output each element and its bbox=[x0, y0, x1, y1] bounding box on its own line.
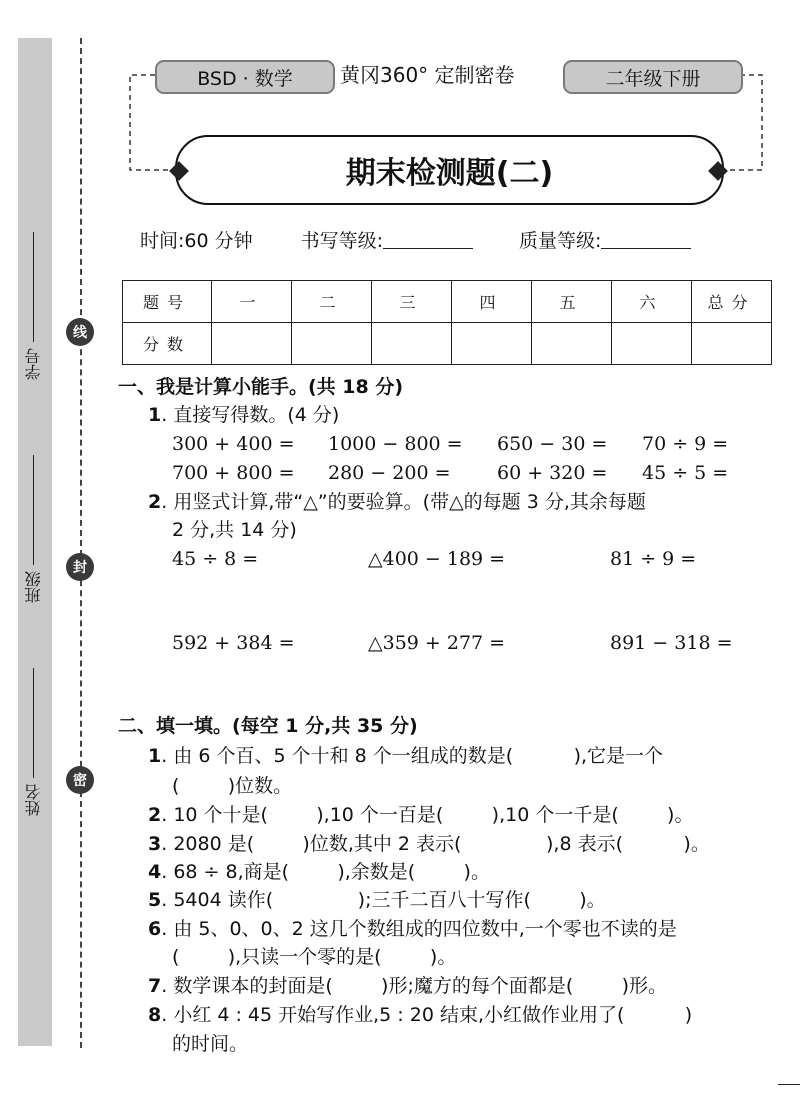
seal-feng: 封 bbox=[66, 553, 94, 581]
brand-name: 黄冈360° 定制密卷 bbox=[340, 63, 515, 87]
q1-1 bbox=[148, 406, 339, 425]
q2-6 bbox=[148, 920, 677, 939]
question-text: . 68 ÷ 8,商是( ),余数是( )。 bbox=[161, 861, 490, 883]
page-title: 期末检测题(二) bbox=[345, 156, 554, 191]
section-1-heading: 一、我是计算小能手。(共 18 分) bbox=[118, 376, 404, 398]
score-table-score-row bbox=[123, 323, 772, 365]
grade-tag: 二年级下册 bbox=[563, 60, 743, 94]
question-text: . 2080 是( )位数,其中 2 表示( ),8 表示( )。 bbox=[161, 833, 710, 855]
score-header-cell: 总分 bbox=[692, 281, 772, 323]
question-text: . 用竖式计算,带“△”的要验算。(带△的每题 3 分,其余每题 bbox=[161, 491, 646, 513]
question-text: . 由 6 个百、5 个十和 8 个一组成的数是( ),它是一个 bbox=[161, 745, 664, 767]
score-row-label: 分数 bbox=[123, 323, 212, 365]
question-number: 2 bbox=[148, 491, 162, 513]
calc-item: 60 + 320 = bbox=[497, 462, 608, 484]
calc-item: 45 ÷ 5 = bbox=[642, 462, 729, 484]
student-id-label: 学号 bbox=[24, 348, 43, 380]
q1-2-cont: 2 分,共 14 分) bbox=[172, 519, 297, 541]
score-cell[interactable] bbox=[292, 323, 372, 365]
score-cell[interactable] bbox=[372, 323, 452, 365]
question-number: 4 bbox=[148, 861, 162, 883]
score-header-cell: 六 bbox=[612, 281, 692, 323]
q2-5 bbox=[148, 891, 606, 910]
calc-item: 70 ÷ 9 = bbox=[642, 433, 729, 455]
score-cell[interactable] bbox=[452, 323, 532, 365]
class-field[interactable] bbox=[22, 455, 45, 603]
score-table-header-row bbox=[123, 281, 772, 323]
student-id-field[interactable] bbox=[22, 232, 45, 380]
question-text: . 5404 读作( );三千二百八十写作( )。 bbox=[161, 889, 606, 911]
q2-8-cont: 的时间。 bbox=[172, 1033, 249, 1055]
calc-item: 592 + 384 = bbox=[172, 632, 295, 654]
q2-1 bbox=[148, 747, 663, 766]
exam-info-row bbox=[140, 226, 691, 253]
writing-grade-blank[interactable] bbox=[383, 226, 473, 249]
calc-item: 650 − 30 = bbox=[497, 433, 608, 455]
section-2-heading: 二、填一填。(每空 1 分,共 35 分) bbox=[118, 715, 418, 737]
question-number: 1 bbox=[148, 404, 162, 426]
calc-item: △359 + 277 = bbox=[368, 632, 506, 654]
question-text: . 由 5、0、0、2 这几个数组成的四位数中,一个零也不读的是 bbox=[161, 918, 677, 940]
score-header-cell: 题号 bbox=[123, 281, 212, 323]
name-field[interactable] bbox=[22, 668, 45, 816]
calc-item: 891 − 318 = bbox=[610, 632, 733, 654]
score-table bbox=[122, 280, 772, 365]
time-limit: 时间:60 分钟 bbox=[140, 230, 253, 252]
question-text: . 10 个十是( ),10 个一百是( ),10 个一千是( )。 bbox=[161, 804, 694, 826]
score-header-cell: 五 bbox=[532, 281, 612, 323]
q2-2 bbox=[148, 806, 693, 825]
score-cell[interactable] bbox=[212, 323, 292, 365]
quality-grade-blank[interactable] bbox=[601, 226, 691, 249]
calc-item: 300 + 400 = bbox=[172, 433, 295, 455]
writing-grade-label: 书写等级: bbox=[300, 230, 384, 252]
calc-item: △400 − 189 = bbox=[368, 548, 506, 570]
calc-item: 81 ÷ 9 = bbox=[610, 548, 697, 570]
score-header-cell: 三 bbox=[372, 281, 452, 323]
question-text: . 小红 4 : 45 开始写作业,5 : 20 结束,小红做作业用了( ) bbox=[161, 1004, 693, 1026]
score-cell[interactable] bbox=[532, 323, 612, 365]
q2-1-cont: ( )位数。 bbox=[172, 775, 293, 797]
score-cell[interactable] bbox=[612, 323, 692, 365]
q2-6-cont: ( ),只读一个零的是( )。 bbox=[172, 946, 457, 968]
q2-3 bbox=[148, 835, 710, 854]
calc-item: 1000 − 800 = bbox=[328, 433, 463, 455]
score-header-cell: 一 bbox=[212, 281, 292, 323]
score-cell[interactable] bbox=[692, 323, 772, 365]
question-number: 5 bbox=[148, 889, 162, 911]
q2-8 bbox=[148, 1006, 692, 1025]
calc-item: 45 ÷ 8 = bbox=[172, 548, 259, 570]
question-number: 8 bbox=[148, 1004, 162, 1026]
calc-item: 280 − 200 = bbox=[328, 462, 451, 484]
class-label: 班级 bbox=[24, 571, 43, 603]
question-number: 6 bbox=[148, 918, 162, 940]
q1-2 bbox=[148, 493, 646, 512]
seal-mi: 密 bbox=[66, 766, 94, 794]
q2-7 bbox=[148, 977, 667, 996]
question-number: 3 bbox=[148, 833, 162, 855]
page-edge-mark bbox=[778, 1084, 800, 1085]
score-header-cell: 四 bbox=[452, 281, 532, 323]
question-text: . 数学课本的封面是( )形;魔方的每个面都是( )形。 bbox=[161, 975, 667, 997]
question-text: . 直接写得数。(4 分) bbox=[161, 404, 340, 426]
seal-xian: 线 bbox=[66, 318, 94, 346]
name-label: 姓名 bbox=[24, 784, 43, 816]
question-number: 2 bbox=[148, 804, 162, 826]
q2-4 bbox=[148, 863, 490, 882]
score-header-cell: 二 bbox=[292, 281, 372, 323]
question-number: 1 bbox=[148, 745, 162, 767]
calc-item: 700 + 800 = bbox=[172, 462, 295, 484]
subject-tag: BSD · 数学 bbox=[155, 60, 335, 94]
question-number: 7 bbox=[148, 975, 162, 997]
quality-grade-label: 质量等级: bbox=[519, 230, 602, 252]
